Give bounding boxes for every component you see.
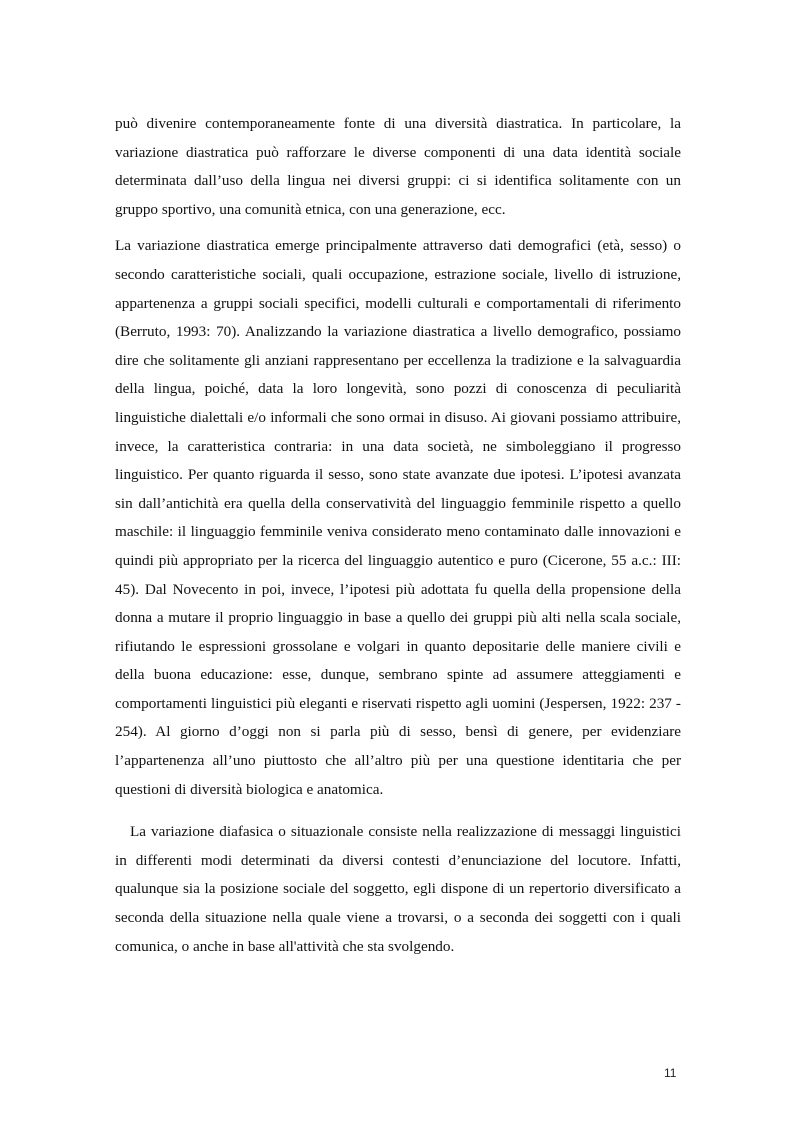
paragraph-diastratic-variation: La variazione diastratica emerge principalmente attraverso dati demografici (età, sesso) o secondo caratteristiche sociali, quali occupazione, estrazione sociale, livello di istruzione, appartenenza a gruppi sociali specifici, modelli culturali e comportamentali di riferimento (Berruto, 1993: 70). Analizzando la variazione diastratica a livello demografico, possiamo dire che solitamente gli anziani rappresentano per eccellenza la tradizione e la salvaguardia della lingua, poiché, data la loro longevità, sono pozzi di conoscenza di peculiarità linguistiche dialettali e/o informali che sono ormai in disuso. Ai giovani possiamo attribuire, invece, la caratteristica contraria: in una data società, ne simboleggiano il progresso linguistico. Per quanto riguarda il sesso, sono state avanzate due ipotesi. L’ipotesi avanzata sin dall’antichità era quella della conservatività del linguaggio femminile rispetto a quello maschile: il linguaggio femminile veniva considerato meno contaminato dalle innovazioni e quindi più appropriato per la ricerca del linguaggio autentico e puro (Cicerone, 55 a.c.: III: 45). Dal Novecento in poi, invece, l’ipotesi più adottata fu quella della propensione della donna a mutare il proprio linguaggio in base a quello dei gruppi più alti nella scala sociale, rifiutando le espressioni grossolane e volgari in quanto depositarie delle maniere civili e della buona educazione: esse, dunque, sembrano spinte ad assumere atteggiamenti e comportamenti linguistici più eleganti e riservati rispetto agli uomini (Jespersen, 1922: 237 - 254). Al giorno d’oggi non si parla più di sesso, bensì di genere, per evidenziare l’appartenenza all’uno piuttosto che all’altro più per una questione identitaria che per questioni di diversità biologica e anatomica. <box>115 237 681 798</box>
paragraph-diastratic-identity: può divenire contemporaneamente fonte di una diversità diastratica. In particolare, la variazione diastratica può rafforzare le diverse componenti di una data identità sociale determinata dall’uso della lingua nei diversi gruppi: ci si identifica solitamente con un gruppo sportivo, una comunità etnica, con una generazione, ecc. <box>115 115 681 218</box>
page-number: 11 <box>664 1066 677 1080</box>
paragraph-diaphasic-variation: La variazione diafasica o situazionale consiste nella realizzazione di messaggi linguistici in differenti modi determinati da diversi contesti d’enunciazione del locutore. Infatti, qualunque sia la posizione sociale del soggetto, egli dispone di un repertorio diversificato a seconda della situazione nella quale viene a trovarsi, o a seconda dei soggetti con i quali comunica, o anche in base all'attività che sta svolgendo. <box>115 823 681 955</box>
page-body <box>115 110 681 961</box>
